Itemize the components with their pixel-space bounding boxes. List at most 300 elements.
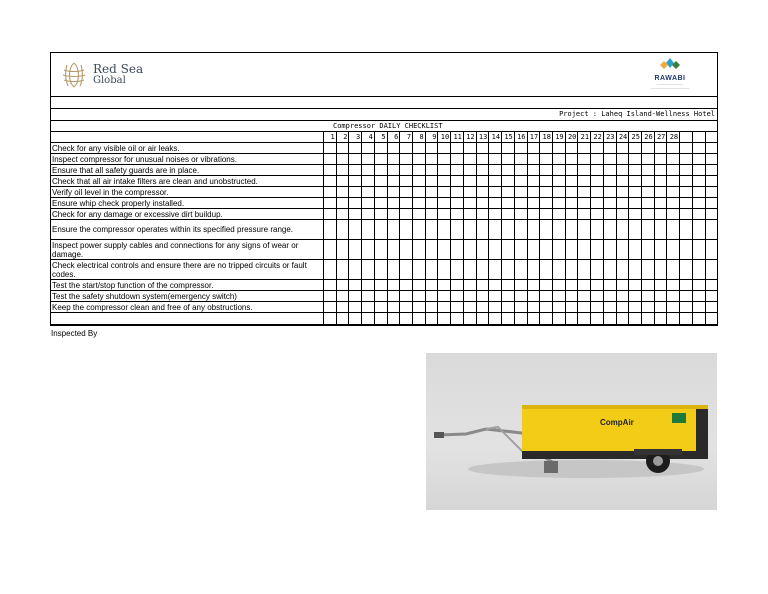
check-cell[interactable]: [362, 209, 375, 220]
check-cell[interactable]: [387, 220, 400, 240]
check-cell[interactable]: [324, 209, 337, 220]
check-cell[interactable]: [654, 313, 667, 325]
check-cell[interactable]: [692, 220, 705, 240]
check-cell[interactable]: [641, 198, 654, 209]
check-cell[interactable]: [476, 143, 489, 154]
check-cell[interactable]: [438, 165, 451, 176]
check-cell[interactable]: [552, 154, 565, 165]
check-cell[interactable]: [654, 220, 667, 240]
check-cell[interactable]: [591, 240, 604, 260]
check-cell[interactable]: [502, 260, 515, 280]
check-cell[interactable]: [705, 198, 718, 209]
check-cell[interactable]: [692, 143, 705, 154]
check-cell[interactable]: [362, 302, 375, 313]
check-cell[interactable]: [629, 291, 642, 302]
check-cell[interactable]: [667, 165, 680, 176]
check-cell[interactable]: [552, 280, 565, 291]
check-cell[interactable]: [616, 220, 629, 240]
check-cell[interactable]: [438, 176, 451, 187]
check-cell[interactable]: [565, 198, 578, 209]
check-cell[interactable]: [603, 291, 616, 302]
check-cell[interactable]: [591, 154, 604, 165]
check-cell[interactable]: [629, 240, 642, 260]
check-cell[interactable]: [680, 187, 693, 198]
check-cell[interactable]: [514, 143, 527, 154]
check-cell[interactable]: [654, 154, 667, 165]
check-cell[interactable]: [654, 198, 667, 209]
check-cell[interactable]: [591, 176, 604, 187]
check-cell[interactable]: [565, 280, 578, 291]
check-cell[interactable]: [680, 154, 693, 165]
check-cell[interactable]: [387, 280, 400, 291]
check-cell[interactable]: [616, 260, 629, 280]
check-cell[interactable]: [654, 280, 667, 291]
check-cell[interactable]: [705, 165, 718, 176]
check-cell[interactable]: [540, 291, 553, 302]
check-cell[interactable]: [565, 291, 578, 302]
check-cell[interactable]: [451, 187, 464, 198]
check-cell[interactable]: [324, 240, 337, 260]
check-cell[interactable]: [565, 313, 578, 325]
check-cell[interactable]: [502, 313, 515, 325]
check-cell[interactable]: [502, 176, 515, 187]
check-cell[interactable]: [438, 280, 451, 291]
check-cell[interactable]: [476, 302, 489, 313]
check-cell[interactable]: [362, 198, 375, 209]
check-cell[interactable]: [413, 154, 426, 165]
check-cell[interactable]: [552, 176, 565, 187]
check-cell[interactable]: [578, 165, 591, 176]
check-cell[interactable]: [667, 176, 680, 187]
check-cell[interactable]: [425, 260, 438, 280]
check-cell[interactable]: [540, 176, 553, 187]
check-cell[interactable]: [502, 198, 515, 209]
check-cell[interactable]: [400, 209, 413, 220]
check-cell[interactable]: [680, 240, 693, 260]
check-cell[interactable]: [489, 302, 502, 313]
check-cell[interactable]: [641, 165, 654, 176]
check-cell[interactable]: [400, 313, 413, 325]
check-cell[interactable]: [413, 291, 426, 302]
check-cell[interactable]: [591, 302, 604, 313]
check-cell[interactable]: [451, 260, 464, 280]
check-cell[interactable]: [324, 220, 337, 240]
check-cell[interactable]: [540, 280, 553, 291]
check-cell[interactable]: [629, 198, 642, 209]
check-cell[interactable]: [552, 291, 565, 302]
check-cell[interactable]: [552, 240, 565, 260]
check-cell[interactable]: [476, 209, 489, 220]
check-cell[interactable]: [362, 143, 375, 154]
check-cell[interactable]: [489, 313, 502, 325]
check-cell[interactable]: [578, 143, 591, 154]
check-cell[interactable]: [463, 291, 476, 302]
check-cell[interactable]: [413, 313, 426, 325]
check-cell[interactable]: [489, 176, 502, 187]
check-cell[interactable]: [476, 176, 489, 187]
check-cell[interactable]: [400, 240, 413, 260]
check-cell[interactable]: [705, 240, 718, 260]
check-cell[interactable]: [540, 165, 553, 176]
check-cell[interactable]: [616, 187, 629, 198]
check-cell[interactable]: [413, 165, 426, 176]
check-cell[interactable]: [362, 176, 375, 187]
check-cell[interactable]: [425, 176, 438, 187]
check-cell[interactable]: [349, 280, 362, 291]
check-cell[interactable]: [502, 143, 515, 154]
check-cell[interactable]: [336, 240, 349, 260]
check-cell[interactable]: [552, 143, 565, 154]
check-cell[interactable]: [438, 240, 451, 260]
check-cell[interactable]: [667, 209, 680, 220]
check-cell[interactable]: [463, 240, 476, 260]
check-cell[interactable]: [629, 220, 642, 240]
check-cell[interactable]: [476, 260, 489, 280]
check-cell[interactable]: [616, 302, 629, 313]
check-cell[interactable]: [349, 165, 362, 176]
check-cell[interactable]: [591, 313, 604, 325]
check-cell[interactable]: [489, 165, 502, 176]
check-cell[interactable]: [336, 260, 349, 280]
check-cell[interactable]: [387, 143, 400, 154]
check-cell[interactable]: [349, 176, 362, 187]
check-cell[interactable]: [324, 176, 337, 187]
check-cell[interactable]: [641, 143, 654, 154]
check-cell[interactable]: [463, 260, 476, 280]
check-cell[interactable]: [438, 209, 451, 220]
check-cell[interactable]: [578, 176, 591, 187]
check-cell[interactable]: [641, 240, 654, 260]
check-cell[interactable]: [387, 291, 400, 302]
check-cell[interactable]: [362, 154, 375, 165]
check-cell[interactable]: [489, 291, 502, 302]
check-cell[interactable]: [578, 291, 591, 302]
check-cell[interactable]: [336, 280, 349, 291]
check-cell[interactable]: [692, 302, 705, 313]
check-cell[interactable]: [629, 187, 642, 198]
check-cell[interactable]: [527, 187, 540, 198]
check-cell[interactable]: [527, 291, 540, 302]
check-cell[interactable]: [476, 280, 489, 291]
check-cell[interactable]: [425, 143, 438, 154]
check-cell[interactable]: [641, 313, 654, 325]
check-cell[interactable]: [425, 198, 438, 209]
check-cell[interactable]: [438, 154, 451, 165]
check-cell[interactable]: [654, 291, 667, 302]
check-cell[interactable]: [527, 209, 540, 220]
check-cell[interactable]: [514, 260, 527, 280]
check-cell[interactable]: [362, 313, 375, 325]
check-cell[interactable]: [336, 220, 349, 240]
check-cell[interactable]: [667, 291, 680, 302]
check-cell[interactable]: [400, 198, 413, 209]
check-cell[interactable]: [705, 154, 718, 165]
check-cell[interactable]: [616, 143, 629, 154]
check-cell[interactable]: [489, 187, 502, 198]
check-cell[interactable]: [463, 209, 476, 220]
check-cell[interactable]: [451, 209, 464, 220]
check-cell[interactable]: [400, 260, 413, 280]
check-cell[interactable]: [705, 187, 718, 198]
check-cell[interactable]: [616, 240, 629, 260]
check-cell[interactable]: [552, 198, 565, 209]
check-cell[interactable]: [336, 176, 349, 187]
check-cell[interactable]: [362, 291, 375, 302]
check-cell[interactable]: [438, 291, 451, 302]
check-cell[interactable]: [680, 143, 693, 154]
check-cell[interactable]: [514, 280, 527, 291]
check-cell[interactable]: [387, 198, 400, 209]
check-cell[interactable]: [629, 302, 642, 313]
check-cell[interactable]: [603, 165, 616, 176]
check-cell[interactable]: [616, 176, 629, 187]
check-cell[interactable]: [552, 302, 565, 313]
check-cell[interactable]: [565, 240, 578, 260]
check-cell[interactable]: [374, 176, 387, 187]
check-cell[interactable]: [438, 220, 451, 240]
check-cell[interactable]: [489, 154, 502, 165]
check-cell[interactable]: [527, 220, 540, 240]
check-cell[interactable]: [476, 165, 489, 176]
check-cell[interactable]: [603, 187, 616, 198]
check-cell[interactable]: [565, 260, 578, 280]
check-cell[interactable]: [514, 302, 527, 313]
check-cell[interactable]: [374, 198, 387, 209]
check-cell[interactable]: [565, 154, 578, 165]
check-cell[interactable]: [705, 260, 718, 280]
check-cell[interactable]: [502, 240, 515, 260]
check-cell[interactable]: [400, 187, 413, 198]
check-cell[interactable]: [451, 143, 464, 154]
check-cell[interactable]: [362, 260, 375, 280]
check-cell[interactable]: [413, 176, 426, 187]
check-cell[interactable]: [400, 165, 413, 176]
check-cell[interactable]: [489, 260, 502, 280]
check-cell[interactable]: [565, 302, 578, 313]
check-cell[interactable]: [451, 198, 464, 209]
check-cell[interactable]: [387, 240, 400, 260]
check-cell[interactable]: [425, 154, 438, 165]
check-cell[interactable]: [463, 220, 476, 240]
check-cell[interactable]: [349, 313, 362, 325]
check-cell[interactable]: [680, 291, 693, 302]
check-cell[interactable]: [400, 143, 413, 154]
check-cell[interactable]: [387, 313, 400, 325]
check-cell[interactable]: [540, 220, 553, 240]
check-cell[interactable]: [476, 313, 489, 325]
check-cell[interactable]: [565, 187, 578, 198]
check-cell[interactable]: [514, 209, 527, 220]
check-cell[interactable]: [578, 154, 591, 165]
check-cell[interactable]: [324, 280, 337, 291]
check-cell[interactable]: [629, 154, 642, 165]
check-cell[interactable]: [349, 209, 362, 220]
check-cell[interactable]: [387, 176, 400, 187]
check-cell[interactable]: [489, 198, 502, 209]
check-cell[interactable]: [540, 187, 553, 198]
check-cell[interactable]: [680, 176, 693, 187]
check-cell[interactable]: [413, 143, 426, 154]
check-cell[interactable]: [629, 313, 642, 325]
check-cell[interactable]: [349, 187, 362, 198]
check-cell[interactable]: [527, 280, 540, 291]
check-cell[interactable]: [654, 176, 667, 187]
check-cell[interactable]: [603, 198, 616, 209]
check-cell[interactable]: [438, 187, 451, 198]
check-cell[interactable]: [591, 165, 604, 176]
check-cell[interactable]: [527, 143, 540, 154]
check-cell[interactable]: [400, 291, 413, 302]
check-cell[interactable]: [654, 209, 667, 220]
check-cell[interactable]: [438, 302, 451, 313]
check-cell[interactable]: [413, 198, 426, 209]
check-cell[interactable]: [438, 198, 451, 209]
check-cell[interactable]: [489, 209, 502, 220]
check-cell[interactable]: [667, 313, 680, 325]
check-cell[interactable]: [502, 209, 515, 220]
check-cell[interactable]: [680, 165, 693, 176]
check-cell[interactable]: [641, 291, 654, 302]
check-cell[interactable]: [692, 291, 705, 302]
check-cell[interactable]: [552, 209, 565, 220]
check-cell[interactable]: [514, 176, 527, 187]
check-cell[interactable]: [705, 143, 718, 154]
check-cell[interactable]: [374, 154, 387, 165]
check-cell[interactable]: [667, 302, 680, 313]
check-cell[interactable]: [591, 220, 604, 240]
check-cell[interactable]: [540, 198, 553, 209]
check-cell[interactable]: [552, 220, 565, 240]
check-cell[interactable]: [476, 187, 489, 198]
check-cell[interactable]: [502, 154, 515, 165]
check-cell[interactable]: [591, 209, 604, 220]
check-cell[interactable]: [514, 220, 527, 240]
check-cell[interactable]: [374, 240, 387, 260]
check-cell[interactable]: [451, 280, 464, 291]
check-cell[interactable]: [667, 143, 680, 154]
check-cell[interactable]: [641, 209, 654, 220]
check-cell[interactable]: [387, 187, 400, 198]
check-cell[interactable]: [425, 209, 438, 220]
check-cell[interactable]: [591, 280, 604, 291]
check-cell[interactable]: [425, 165, 438, 176]
check-cell[interactable]: [603, 209, 616, 220]
check-cell[interactable]: [425, 280, 438, 291]
check-cell[interactable]: [336, 291, 349, 302]
check-cell[interactable]: [616, 165, 629, 176]
check-cell[interactable]: [641, 176, 654, 187]
check-cell[interactable]: [591, 198, 604, 209]
check-cell[interactable]: [578, 209, 591, 220]
check-cell[interactable]: [476, 291, 489, 302]
check-cell[interactable]: [692, 187, 705, 198]
check-cell[interactable]: [374, 280, 387, 291]
check-cell[interactable]: [400, 302, 413, 313]
check-cell[interactable]: [667, 198, 680, 209]
check-cell[interactable]: [374, 143, 387, 154]
check-cell[interactable]: [502, 302, 515, 313]
check-cell[interactable]: [400, 220, 413, 240]
check-cell[interactable]: [476, 240, 489, 260]
check-cell[interactable]: [400, 176, 413, 187]
check-cell[interactable]: [387, 302, 400, 313]
check-cell[interactable]: [514, 187, 527, 198]
check-cell[interactable]: [425, 302, 438, 313]
check-cell[interactable]: [629, 165, 642, 176]
check-cell[interactable]: [387, 154, 400, 165]
check-cell[interactable]: [692, 176, 705, 187]
check-cell[interactable]: [489, 220, 502, 240]
check-cell[interactable]: [705, 176, 718, 187]
check-cell[interactable]: [362, 165, 375, 176]
check-cell[interactable]: [603, 302, 616, 313]
check-cell[interactable]: [705, 220, 718, 240]
check-cell[interactable]: [603, 220, 616, 240]
check-cell[interactable]: [692, 313, 705, 325]
check-cell[interactable]: [476, 220, 489, 240]
check-cell[interactable]: [438, 260, 451, 280]
check-cell[interactable]: [336, 302, 349, 313]
check-cell[interactable]: [629, 176, 642, 187]
check-cell[interactable]: [463, 176, 476, 187]
check-cell[interactable]: [616, 154, 629, 165]
check-cell[interactable]: [502, 220, 515, 240]
check-cell[interactable]: [578, 220, 591, 240]
check-cell[interactable]: [667, 260, 680, 280]
check-cell[interactable]: [552, 260, 565, 280]
check-cell[interactable]: [451, 220, 464, 240]
check-cell[interactable]: [705, 313, 718, 325]
check-cell[interactable]: [387, 260, 400, 280]
check-cell[interactable]: [629, 260, 642, 280]
check-cell[interactable]: [527, 240, 540, 260]
check-cell[interactable]: [629, 209, 642, 220]
check-cell[interactable]: [705, 302, 718, 313]
check-cell[interactable]: [540, 240, 553, 260]
check-cell[interactable]: [603, 176, 616, 187]
check-cell[interactable]: [489, 143, 502, 154]
check-cell[interactable]: [387, 209, 400, 220]
check-cell[interactable]: [514, 240, 527, 260]
check-cell[interactable]: [463, 280, 476, 291]
check-cell[interactable]: [565, 165, 578, 176]
check-cell[interactable]: [451, 154, 464, 165]
check-cell[interactable]: [362, 240, 375, 260]
check-cell[interactable]: [463, 143, 476, 154]
check-cell[interactable]: [349, 143, 362, 154]
check-cell[interactable]: [476, 198, 489, 209]
check-cell[interactable]: [413, 260, 426, 280]
check-cell[interactable]: [692, 260, 705, 280]
check-cell[interactable]: [578, 198, 591, 209]
check-cell[interactable]: [565, 176, 578, 187]
check-cell[interactable]: [336, 165, 349, 176]
check-cell[interactable]: [413, 240, 426, 260]
check-cell[interactable]: [362, 220, 375, 240]
check-cell[interactable]: [540, 313, 553, 325]
check-cell[interactable]: [374, 187, 387, 198]
check-cell[interactable]: [591, 291, 604, 302]
check-cell[interactable]: [324, 260, 337, 280]
check-cell[interactable]: [324, 187, 337, 198]
check-cell[interactable]: [463, 165, 476, 176]
check-cell[interactable]: [527, 302, 540, 313]
check-cell[interactable]: [400, 280, 413, 291]
check-cell[interactable]: [400, 154, 413, 165]
check-cell[interactable]: [349, 240, 362, 260]
check-cell[interactable]: [654, 165, 667, 176]
check-cell[interactable]: [451, 176, 464, 187]
